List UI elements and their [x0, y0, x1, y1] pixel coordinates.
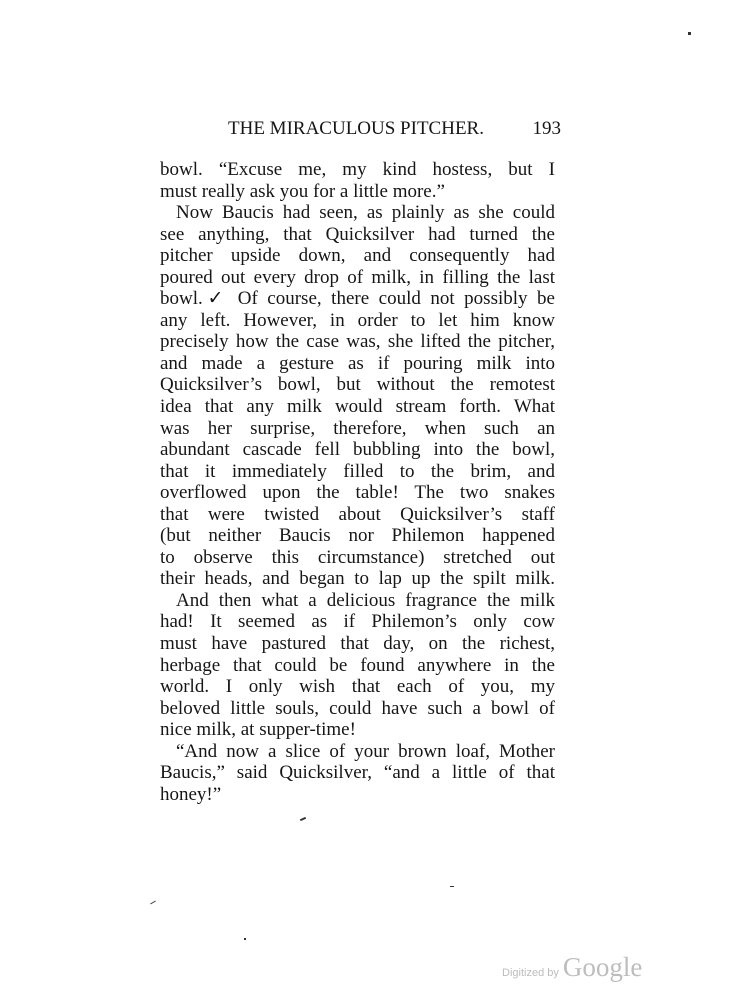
text-line: world. I only wish that each of you, my [160, 676, 555, 698]
text-line: precisely how the case was, she lifted the pitcher, [160, 331, 555, 353]
scan-speck [450, 886, 454, 887]
text-line: to observe this circumstance) stretched out [160, 546, 555, 568]
text-line: honey!” [160, 783, 222, 805]
text-line: Now Baucis had seen, as plainly as she could [176, 202, 555, 224]
text-line: idea that any milk would stream forth. What [160, 396, 555, 418]
text-line: herbage that could be found anywhere in the [160, 654, 555, 676]
scan-speck [688, 32, 691, 35]
watermark-prefix: Digitized by [502, 967, 559, 979]
text-line: beloved little souls, could have such a bowl of [160, 697, 555, 719]
text-line: bowl. “Excuse me, my kind hostess, but I [160, 159, 555, 180]
page-number: 193 [532, 118, 561, 139]
text-line: that were twisted about Quicksilver’s staff [160, 503, 555, 525]
text-line: And then what a delicious fragrance the milk [176, 589, 555, 611]
text-line: “And now a slice of your brown loaf, Mother [176, 740, 555, 762]
text-line: Quicksilver’s bowl, but without the remotest [160, 374, 555, 396]
scan-speck [150, 901, 156, 905]
text-line: nice milk, at supper-time! [160, 719, 356, 741]
running-header [228, 118, 561, 140]
scan-speck [244, 938, 246, 940]
text-line: (but neither Baucis nor Philemon happened [160, 525, 555, 547]
text-line: pitcher upside down, and consequently had [160, 245, 555, 267]
text-line: Baucis,” said Quicksilver, “and a little of that [160, 762, 555, 784]
text-line: bowl.✓ Of course, there could not possibly be [160, 288, 555, 310]
text-line: must have pastured that day, on the richest, [160, 633, 555, 655]
running-title: THE MIRACULOUS PITCHER. [228, 118, 484, 139]
text-line: see anything, that Quicksilver had turned the [160, 223, 555, 245]
text-line: overflowed upon the table! The two snakes [160, 482, 555, 504]
page-body-text [160, 159, 555, 805]
scan-speck [300, 817, 306, 821]
text-line: poured out every drop of milk, in filling the last [160, 266, 555, 288]
watermark-brand: Google [562, 952, 643, 982]
digitized-by-google-watermark [502, 952, 642, 983]
text-line: was her surprise, therefore, when such an [160, 417, 555, 439]
text-line: must really ask you for a little more.” [160, 180, 445, 202]
text-line: and made a gesture as if pouring milk into [160, 352, 555, 374]
text-line: had! It seemed as if Philemon’s only cow [160, 611, 555, 633]
text-line: any left. However, in order to let him know [160, 309, 555, 331]
text-line: that it immediately filled to the brim, and [160, 460, 555, 482]
text-line: their heads, and began to lap up the spilt milk. [160, 568, 555, 590]
text-line: abundant cascade fell bubbling into the bowl, [160, 439, 555, 461]
